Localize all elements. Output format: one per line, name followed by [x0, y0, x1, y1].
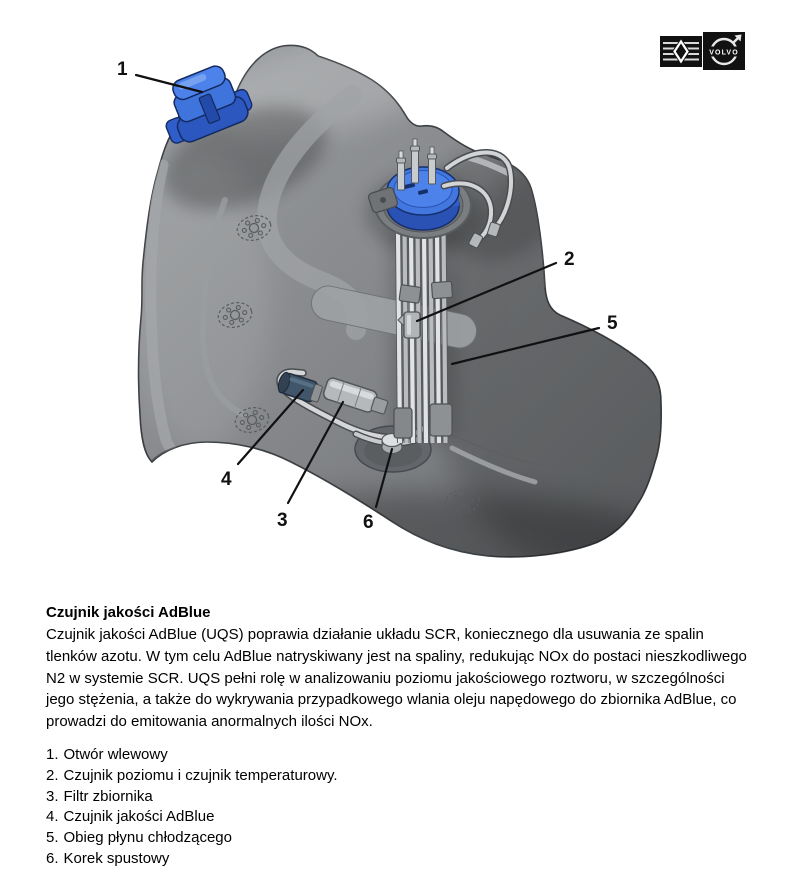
text-block — [46, 602, 750, 870]
callout-number-6: 6 — [363, 512, 374, 533]
callout-number-5: 5 — [607, 313, 618, 334]
section-heading: Czujnik jakości AdBlue — [46, 604, 211, 621]
legend-number: 4. — [46, 808, 59, 826]
legend-label: Otwór wlewowy — [63, 745, 168, 763]
callout-number-3: 3 — [277, 510, 288, 531]
legend-number: 6. — [46, 849, 59, 867]
legend-label: Filtr zbiornika — [63, 787, 153, 805]
legend-item-1 — [46, 745, 750, 766]
renault-logo — [660, 36, 702, 67]
legend-number: 3. — [46, 787, 59, 805]
legend-list — [46, 745, 750, 870]
legend-label: Czujnik jakości AdBlue — [63, 808, 215, 826]
legend-label: Czujnik poziomu i czujnik temperaturowy. — [63, 766, 338, 784]
callout-number-4: 4 — [221, 469, 232, 490]
legend-number: 1. — [46, 745, 59, 763]
legend-label: Korek spustowy — [63, 849, 170, 867]
legend-label: Obieg płynu chłodzącego — [63, 829, 232, 847]
legend-item-2 — [46, 766, 750, 787]
callout-number-1: 1 — [117, 59, 128, 80]
legend-item-4 — [46, 807, 750, 828]
legend-number: 5. — [46, 829, 59, 847]
legend-number: 2. — [46, 766, 59, 784]
volvo-logo — [703, 32, 745, 70]
suction-tube-bundle — [394, 228, 453, 443]
volvo-logo-text: VOLVO — [709, 49, 739, 57]
callout-number-2: 2 — [564, 249, 575, 270]
legend-item-5 — [46, 828, 750, 849]
legend-item-6 — [46, 849, 750, 870]
body-paragraph: Czujnik jakości AdBlue (UQS) poprawia działanie układu SCR, koniecznego dla usuwania ze spalin tlenków azotu. W tym celu AdBlue natryskiwany jest na spaliny, redukując NOx do postaci nieszkodliwego N2 w systemie SCR. UQS pełni rolę w analizowaniu poziomu jakościowego roztworu, w szczególności jego stężenia, a także do wykrywania przypadkowego wlania oleju napędowego do zbiornika AdBlue, co prowadzi do emitowania anormalnych ilości NOx. — [46, 626, 747, 731]
legend-item-3 — [46, 787, 750, 808]
